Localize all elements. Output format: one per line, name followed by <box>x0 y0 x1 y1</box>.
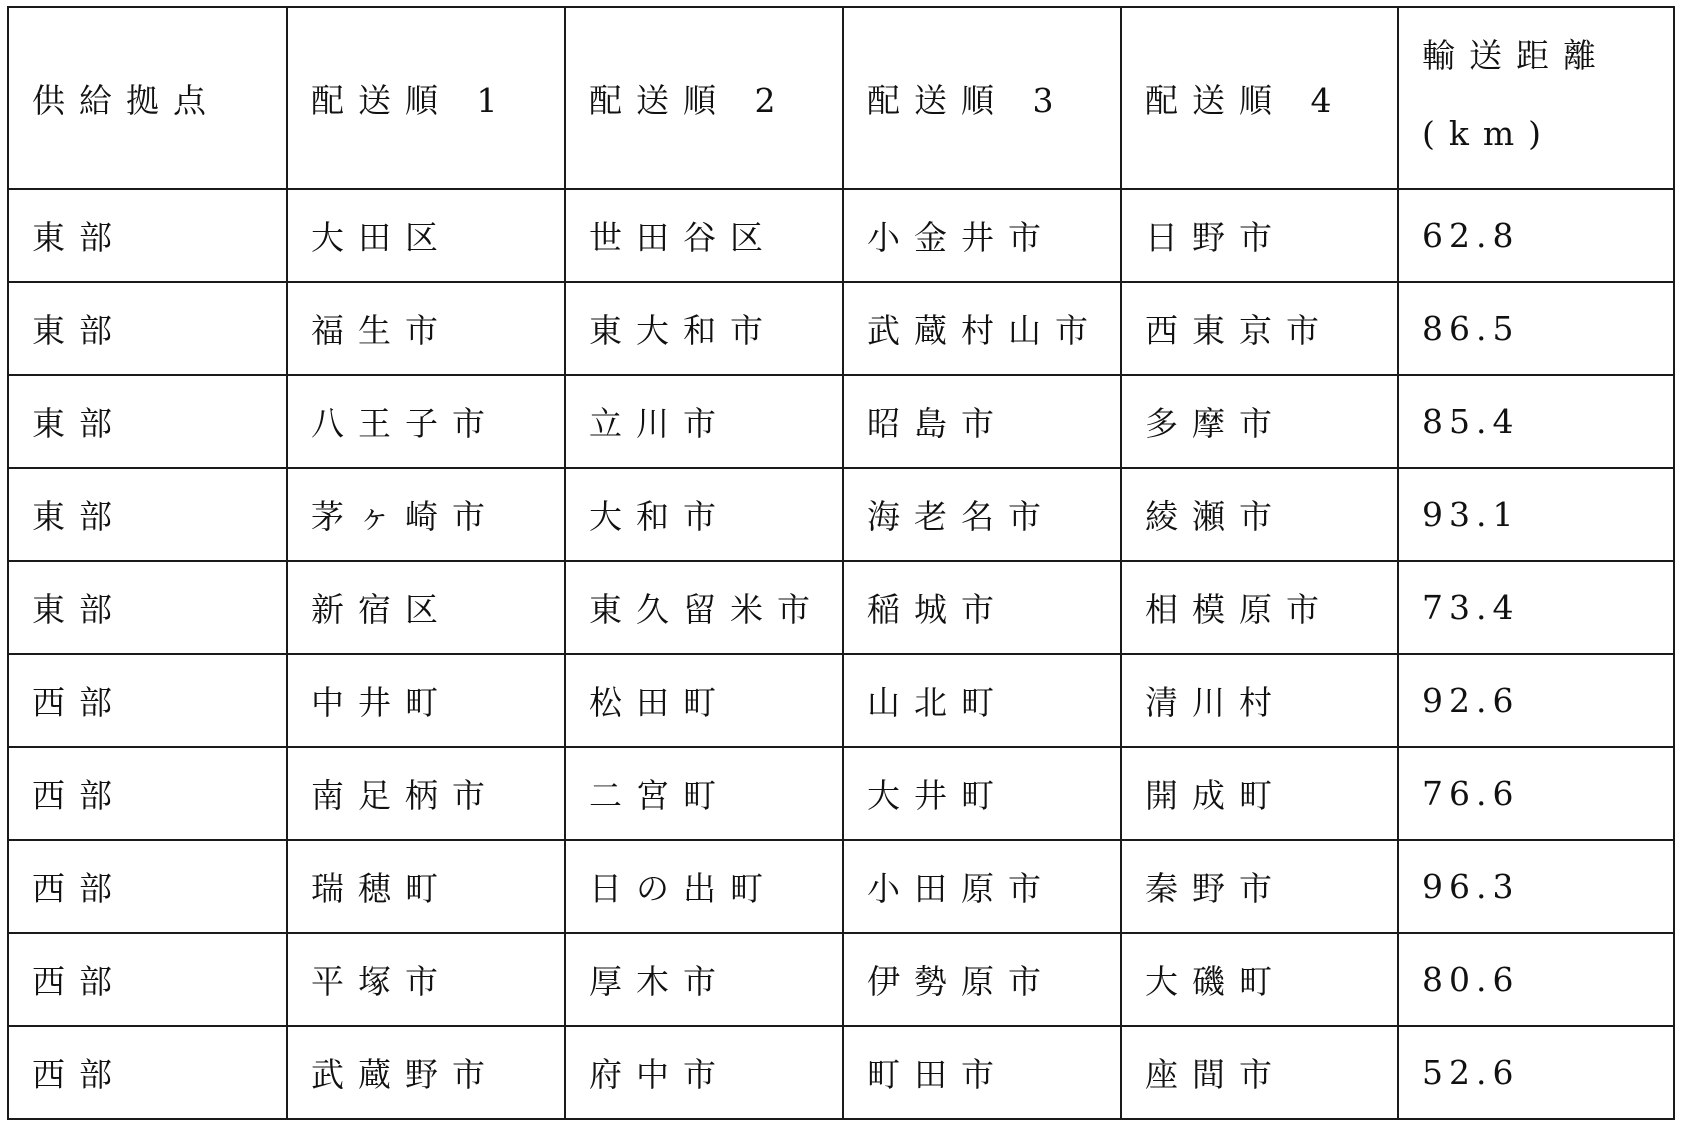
cell-delivery-order-4: 座間市 <box>1121 1026 1398 1119</box>
cell-delivery-order-1: 福生市 <box>287 282 565 375</box>
table-row <box>8 654 1674 747</box>
cell-delivery-order-4: 開成町 <box>1121 747 1398 840</box>
header-supply-base: 供給拠点 <box>8 7 287 189</box>
header-delivery-order-4: 配送順 4 <box>1121 7 1398 189</box>
cell-transport-distance: 96.3 <box>1398 840 1674 933</box>
table-row <box>8 1026 1674 1119</box>
cell-transport-distance: 92.6 <box>1398 654 1674 747</box>
cell-delivery-order-3: 昭島市 <box>843 375 1121 468</box>
table-row <box>8 282 1674 375</box>
cell-delivery-order-4: 西東京市 <box>1121 282 1398 375</box>
cell-delivery-order-4: 秦野市 <box>1121 840 1398 933</box>
cell-supply-base: 東部 <box>8 561 287 654</box>
table-row <box>8 375 1674 468</box>
table-row <box>8 468 1674 561</box>
cell-delivery-order-4: 相模原市 <box>1121 561 1398 654</box>
cell-transport-distance: 62.8 <box>1398 189 1674 282</box>
cell-delivery-order-3: 大井町 <box>843 747 1121 840</box>
cell-transport-distance: 52.6 <box>1398 1026 1674 1119</box>
cell-delivery-order-2: 東大和市 <box>565 282 843 375</box>
cell-supply-base: 東部 <box>8 468 287 561</box>
cell-delivery-order-1: 南足柄市 <box>287 747 565 840</box>
cell-delivery-order-1: 平塚市 <box>287 933 565 1026</box>
cell-delivery-order-1: 八王子市 <box>287 375 565 468</box>
cell-delivery-order-3: 伊勢原市 <box>843 933 1121 1026</box>
cell-supply-base: 東部 <box>8 189 287 282</box>
cell-delivery-order-1: 大田区 <box>287 189 565 282</box>
table-row <box>8 747 1674 840</box>
table-body <box>8 189 1674 1119</box>
table-header <box>8 7 1674 189</box>
table-row <box>8 189 1674 282</box>
cell-transport-distance: 76.6 <box>1398 747 1674 840</box>
header-transport-distance-unit: (km) <box>1422 114 1556 153</box>
cell-supply-base: 西部 <box>8 747 287 840</box>
cell-delivery-order-1: 瑞穂町 <box>287 840 565 933</box>
table-row <box>8 561 1674 654</box>
cell-supply-base: 東部 <box>8 375 287 468</box>
cell-transport-distance: 85.4 <box>1398 375 1674 468</box>
cell-delivery-order-3: 町田市 <box>843 1026 1121 1119</box>
cell-transport-distance: 86.5 <box>1398 282 1674 375</box>
cell-transport-distance: 93.1 <box>1398 468 1674 561</box>
header-transport-distance <box>1398 7 1674 189</box>
cell-delivery-order-2: 世田谷区 <box>565 189 843 282</box>
cell-delivery-order-2: 大和市 <box>565 468 843 561</box>
cell-delivery-order-3: 山北町 <box>843 654 1121 747</box>
header-delivery-order-1: 配送順 1 <box>287 7 565 189</box>
cell-delivery-order-3: 小金井市 <box>843 189 1121 282</box>
cell-delivery-order-1: 新宿区 <box>287 561 565 654</box>
cell-delivery-order-4: 清川村 <box>1121 654 1398 747</box>
cell-supply-base: 東部 <box>8 282 287 375</box>
header-delivery-order-2: 配送順 2 <box>565 7 843 189</box>
header-row <box>8 7 1674 189</box>
cell-delivery-order-4: 多摩市 <box>1121 375 1398 468</box>
cell-delivery-order-3: 小田原市 <box>843 840 1121 933</box>
cell-delivery-order-1: 茅ヶ崎市 <box>287 468 565 561</box>
table-row <box>8 840 1674 933</box>
cell-delivery-order-1: 中井町 <box>287 654 565 747</box>
cell-delivery-order-2: 府中市 <box>565 1026 843 1119</box>
cell-transport-distance: 80.6 <box>1398 933 1674 1026</box>
cell-supply-base: 西部 <box>8 654 287 747</box>
cell-delivery-order-4: 大磯町 <box>1121 933 1398 1026</box>
cell-delivery-order-3: 武蔵村山市 <box>843 282 1121 375</box>
cell-delivery-order-2: 松田町 <box>565 654 843 747</box>
cell-delivery-order-1: 武蔵野市 <box>287 1026 565 1119</box>
delivery-route-table <box>7 6 1675 1120</box>
cell-delivery-order-2: 東久留米市 <box>565 561 843 654</box>
cell-delivery-order-2: 二宮町 <box>565 747 843 840</box>
header-delivery-order-3: 配送順 3 <box>843 7 1121 189</box>
cell-delivery-order-2: 厚木市 <box>565 933 843 1026</box>
delivery-route-table-container <box>7 6 1675 1120</box>
header-transport-distance-label: 輸送距離 <box>1422 36 1610 75</box>
cell-delivery-order-3: 稲城市 <box>843 561 1121 654</box>
cell-transport-distance: 73.4 <box>1398 561 1674 654</box>
cell-delivery-order-3: 海老名市 <box>843 468 1121 561</box>
cell-delivery-order-2: 立川市 <box>565 375 843 468</box>
cell-delivery-order-4: 日野市 <box>1121 189 1398 282</box>
cell-delivery-order-2: 日の出町 <box>565 840 843 933</box>
cell-supply-base: 西部 <box>8 933 287 1026</box>
cell-supply-base: 西部 <box>8 840 287 933</box>
cell-delivery-order-4: 綾瀬市 <box>1121 468 1398 561</box>
table-row <box>8 933 1674 1026</box>
cell-supply-base: 西部 <box>8 1026 287 1119</box>
